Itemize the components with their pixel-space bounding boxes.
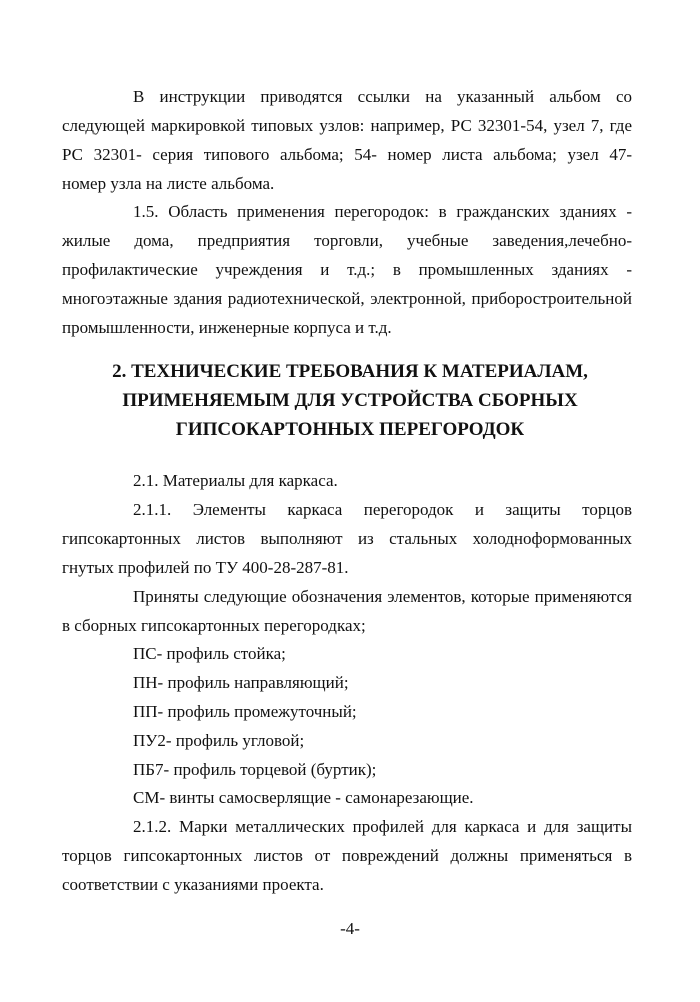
heading-line-1: 2. ТЕХНИЧЕСКИЕ ТРЕБОВАНИЯ К МАТЕРИАЛАМ, (112, 361, 588, 382)
list-item: ПБ7- профиль торцевой (буртик); (133, 760, 377, 779)
intro-line-3: РС 32301- серия типового альбома; 54- номер листа альбома; узел 47- (62, 145, 632, 164)
heading-line-3: ГИПСОКАРТОННЫХ ПЕРЕГОРОДОК (175, 419, 525, 440)
section-1-5-line-2: жилые дома, предприятия торговли, учебные заведения,лечебно- (62, 231, 632, 250)
section-2-1-1-line-3: гнутых профилей по ТУ 400-28-287-81. (62, 558, 349, 577)
list-item: ПУ2- профиль угловой; (133, 731, 305, 750)
intro-line-1: В инструкции приводятся ссылки на указанный альбом со (133, 87, 632, 106)
section-2-1-2-line-1: 2.1.2. Марки металлических профилей для каркаса и для защиты (133, 817, 632, 836)
list-item: ПС- профиль стойка; (133, 644, 286, 663)
notation-line-2: в сборных гипсокартонных перегородках; (62, 616, 366, 635)
section-1-5-line-1: 1.5. Область применения перегородок: в гражданских зданиях - (133, 202, 632, 221)
section-2-1-2-line-2: торцов гипсокартонных листов от повреждений должны применяться в (62, 846, 632, 865)
heading-line-2: ПРИМЕНЯЕМЫМ ДЛЯ УСТРОЙСТВА СБОРНЫХ (122, 390, 578, 411)
section-2-1-1-line-1: 2.1.1. Элементы каркаса перегородок и защиты торцов (133, 500, 632, 519)
intro-line-2: следующей маркировкой типовых узлов: например, РС 32301-54, узел 7, где (62, 116, 632, 135)
section-1-5-line-3: профилактические учреждения и т.д.; в промышленных зданиях - (62, 260, 632, 279)
list-item: ПН- профиль направляющий; (133, 673, 349, 692)
section-1-5-line-4: многоэтажные здания радиотехнической, электронной, приборостроительной (62, 289, 632, 308)
intro-line-4: номер узла на листе альбома. (62, 174, 275, 193)
section-1-5-line-5: промышленности, инженерные корпуса и т.д. (62, 318, 392, 337)
section-2-1-2-line-3: соответствии с указаниями проекта. (62, 875, 324, 894)
list-item: ПП- профиль промежуточный; (133, 702, 357, 721)
list-item: СМ- винты самосверлящие - самонарезающие. (133, 788, 474, 807)
page-number: -4- (340, 919, 360, 938)
section-2-1-1-line-2: гипсокартонных листов выполняют из стальных холодноформованных (62, 529, 632, 548)
section-2-1-title: 2.1. Материалы для каркаса. (133, 471, 338, 490)
notation-line-1: Приняты следующие обозначения элементов, которые применяются (133, 587, 632, 606)
